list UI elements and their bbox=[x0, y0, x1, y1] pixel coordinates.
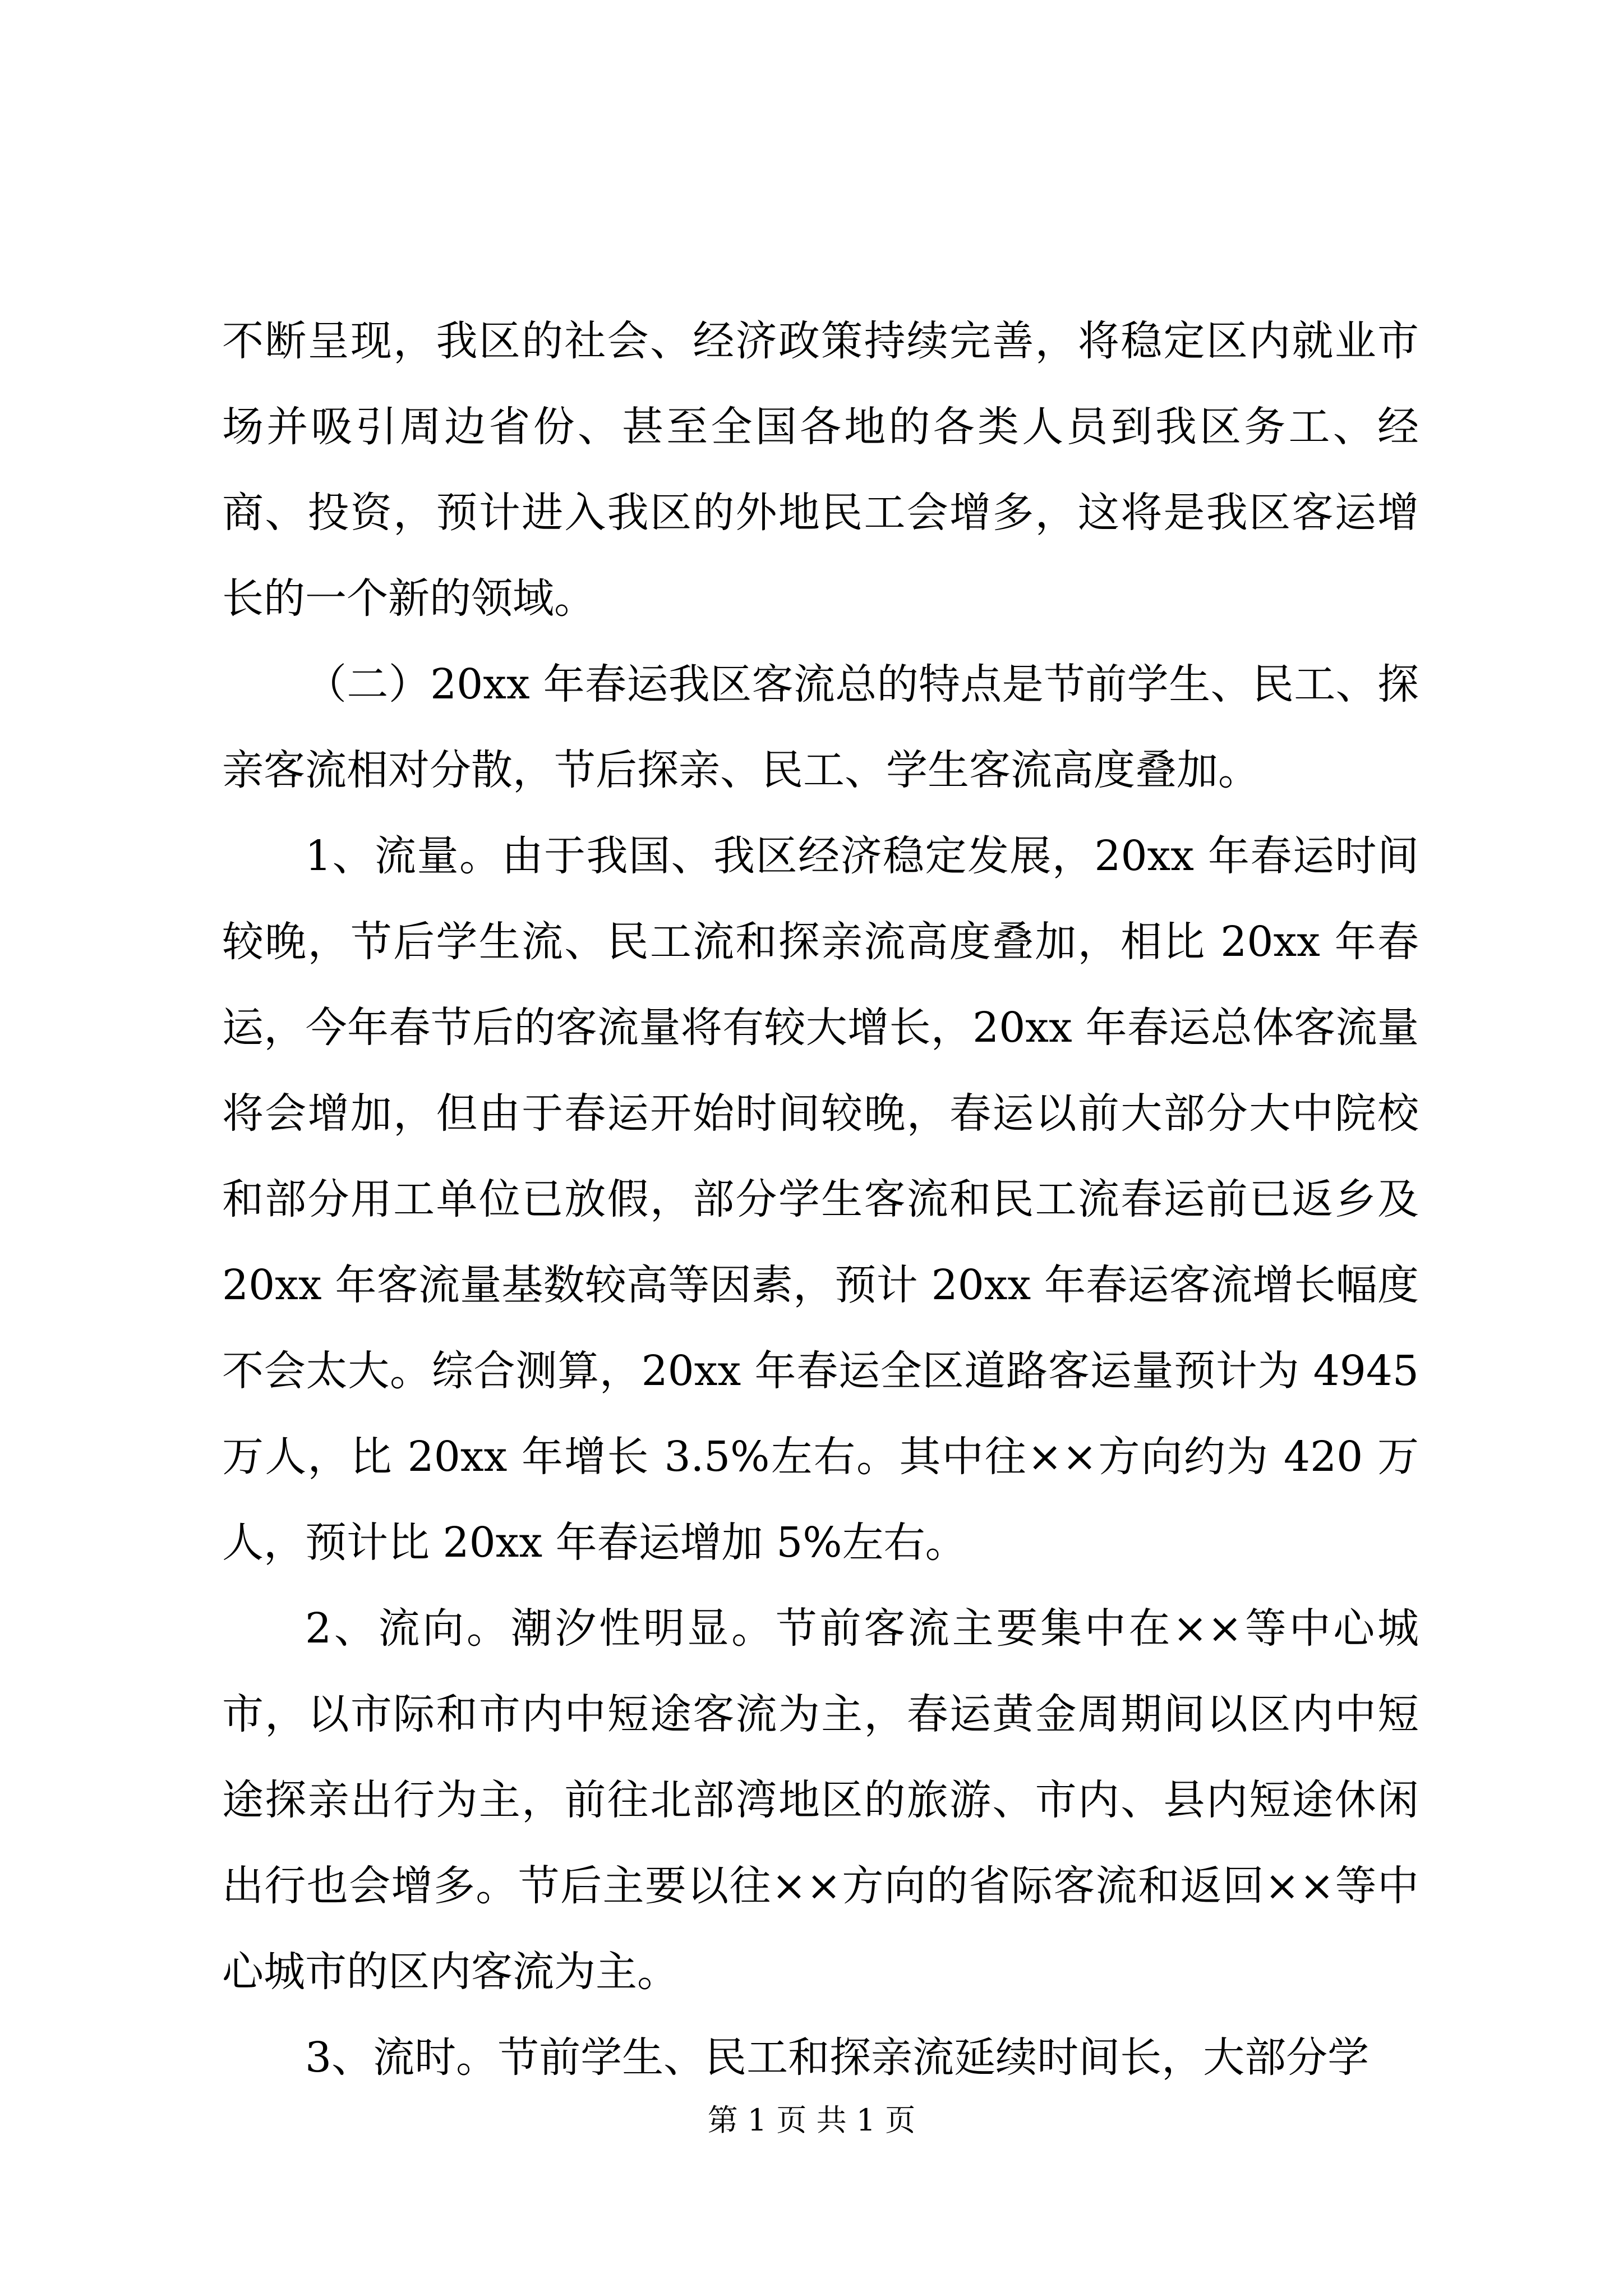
paragraph-flow-direction: 2、流向。潮汐性明显。节前客流主要集中在××等中心城市，以市际和市内中短途客流为主，春运黄金周期间以区内中短途探亲出行为主，前往北部湾地区的旅游、市内、县内短途休闲出行也会增多。节后主要以往××方向的省际客流和返回××等中心城市的区内客流为主。 bbox=[222, 1604, 1419, 1996]
document-body bbox=[222, 298, 1419, 2101]
paragraph-section-two: （二）20xx 年春运我区客流总的特点是节前学生、民工、探亲客流相对分散，节后探亲、民工、学生客流高度叠加。 bbox=[222, 660, 1419, 794]
paragraph-continuation: 不断呈现，我区的社会、经济政策持续完善，将稳定区内就业市场并吸引周边省份、甚至全国各地的各类人员到我区务工、经商、投资，预计进入我区的外地民工会增多，这将是我区客运增长的一个新的领域。 bbox=[222, 317, 1419, 623]
page-footer: 第 1 页 共 1 页 bbox=[707, 2102, 916, 2138]
paragraph-flow-volume: 1、流量。由于我国、我区经济稳定发展，20xx 年春运时间较晚，节后学生流、民工流和探亲流高度叠加，相比 20xx 年春运，今年春节后的客流量将有较大增长，20xx 年春运总体客流量将会增加，但由于春运开始时间较晚，春运以前大部分大中院校和部分用工单位已放假，部分学生客流和民工流春运前已返乡及 20xx 年客流量基数较高等因素，预计 20xx 年春运客流增长幅度不会太大。综合测算，20xx 年春运全区道路客运量预计为 4945 万人，比 20xx 年增长 3.5%左右。其中往××方向约为 420 万人，预计比 20xx 年春运增加 5%左右。 bbox=[222, 832, 1419, 1567]
paragraph-flow-timing: 3、流时。节前学生、民工和探亲流延续时间长，大部分学 bbox=[305, 2033, 1370, 2082]
